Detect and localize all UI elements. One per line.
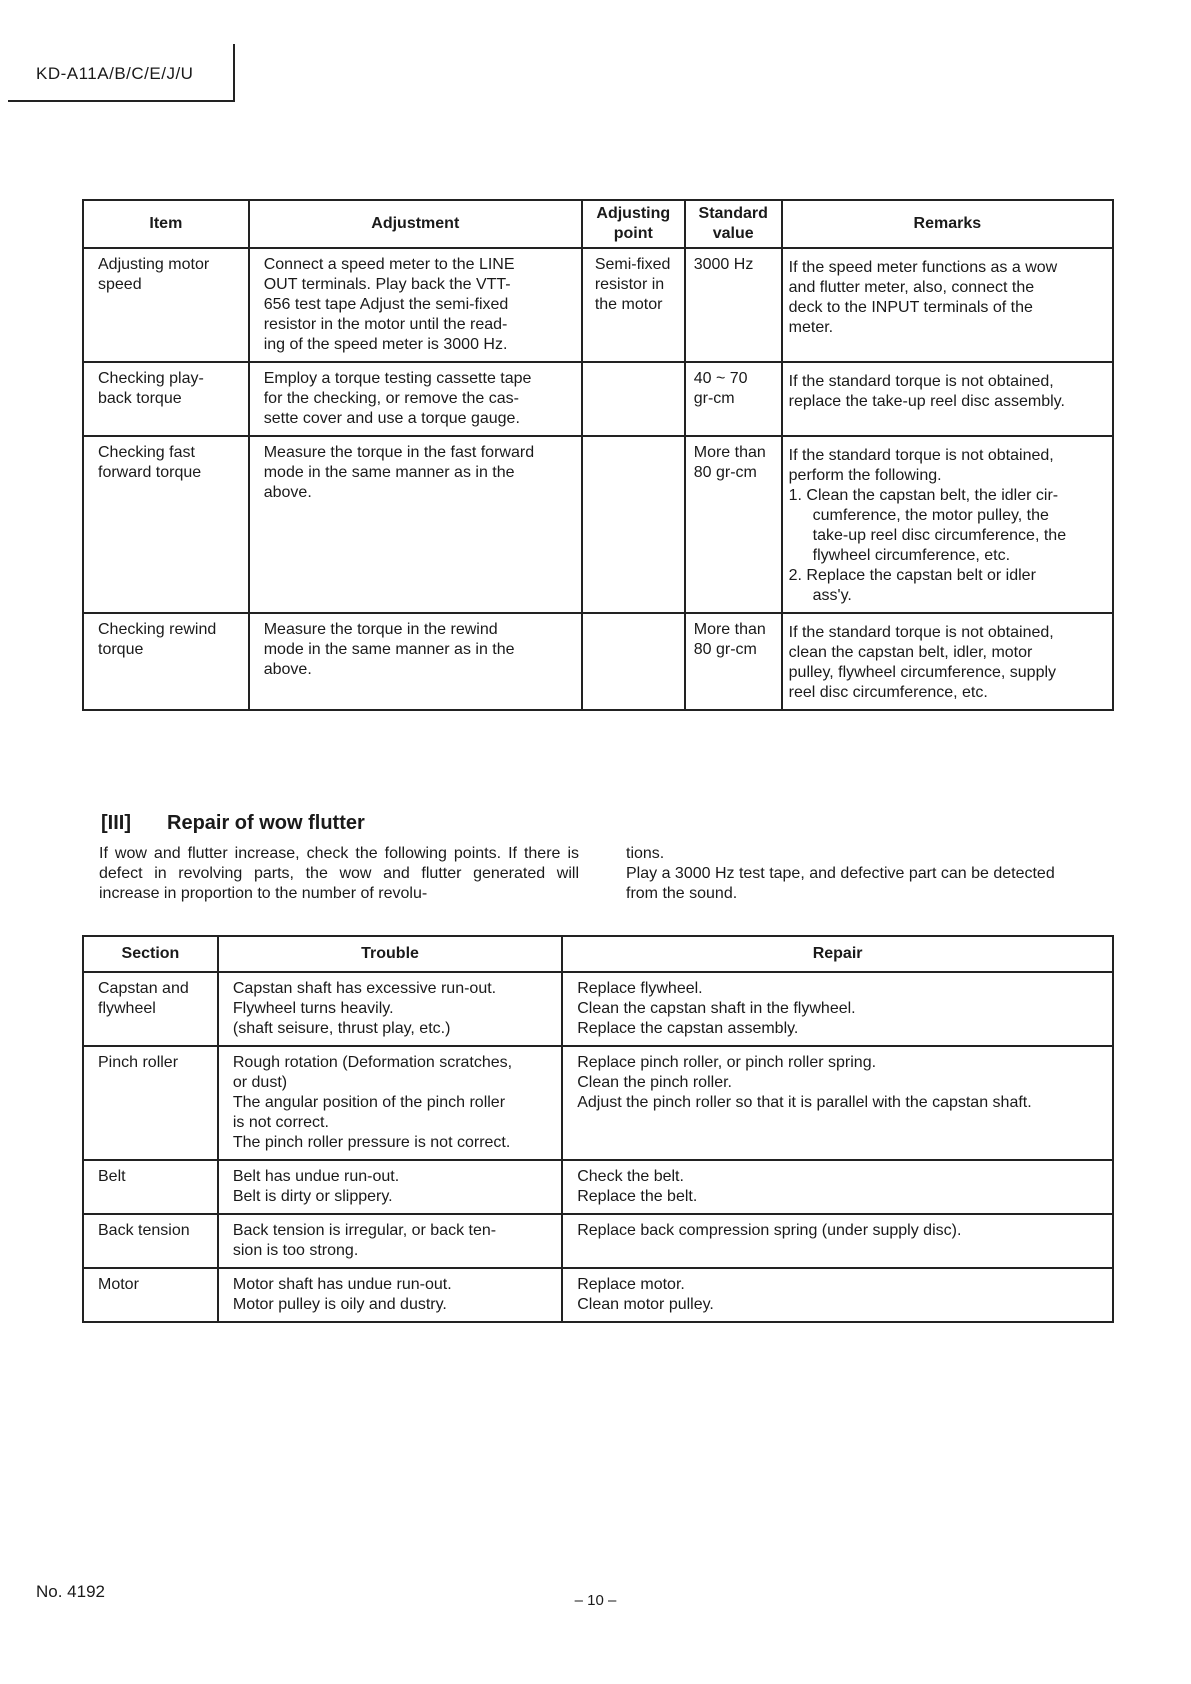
- wow-flutter-table: [82, 935, 1114, 1323]
- header-section: Section: [83, 936, 218, 972]
- row-remarks: If the standard torque is not obtained, replace the take-up reel disc assembly.: [788, 373, 1065, 410]
- row-section: Motor: [98, 1276, 139, 1293]
- header-adjustment: Adjustment: [249, 200, 582, 248]
- row-adjustment: Measure the torque in the fast forward mode in the same manner as in the above.: [263, 444, 535, 501]
- row-section: Belt: [98, 1168, 126, 1185]
- intro-paragraph-left: If wow and flutter increase, check the following points. If there is defect in revolving parts, the wow and flutter generated will increase in proportion to the number of revolu-: [99, 845, 579, 902]
- header-trouble: Trouble: [218, 936, 562, 972]
- row-point: [583, 614, 684, 626]
- row-repair: Replace motor. Clean motor pulley.: [577, 1276, 714, 1313]
- document-number: No. 4192: [36, 1582, 105, 1601]
- row-remarks: If the standard torque is not obtained, clean the capstan belt, idler, motor pulley, flywheel circumference, supply reel disc circumference, etc.: [788, 624, 1057, 701]
- section-number: [III]: [101, 812, 131, 834]
- remarks-list-item: 2. Replace the capstan belt or idler ass'y.: [788, 567, 1036, 604]
- row-remarks: If the speed meter functions as a wow and flutter meter, also, connect the deck to the INPUT terminals of the meter.: [788, 259, 1058, 336]
- table-row: [83, 362, 1113, 436]
- row-item: Checking fast forward torque: [98, 444, 202, 481]
- row-value: 3000 Hz: [693, 256, 754, 273]
- section-heading: [101, 812, 365, 835]
- header-rule-horizontal: [8, 100, 234, 102]
- row-trouble: Belt has undue run-out. Belt is dirty or slippery.: [232, 1168, 400, 1205]
- row-point: Semi-fixed resistor in the motor: [594, 256, 671, 313]
- row-trouble: Rough rotation (Deformation scratches, or dust) The angular position of the pinch roller is not correct. The pinch roller pressure is not correct.: [232, 1054, 513, 1151]
- row-remarks: If the standard torque is not obtained, perform the following.: [788, 447, 1054, 484]
- row-trouble: Capstan shaft has excessive run-out. Flywheel turns heavily. (shaft seisure, thrust play, etc.): [232, 980, 497, 1037]
- header-adjusting-point: Adjusting point: [582, 200, 685, 248]
- table-row: [83, 248, 1113, 362]
- header-repair: Repair: [562, 936, 1113, 972]
- table-row: [83, 1214, 1113, 1268]
- row-trouble: Motor shaft has undue run-out. Motor pulley is oily and dustry.: [232, 1276, 452, 1313]
- row-value: 40 ~ 70 gr-cm: [693, 370, 748, 407]
- header-item: Item: [83, 200, 249, 248]
- table-row: [83, 1160, 1113, 1214]
- row-value: More than 80 gr-cm: [693, 444, 766, 481]
- adjustment-table: [82, 199, 1114, 711]
- row-repair: Replace pinch roller, or pinch roller spring. Clean the pinch roller. Adjust the pinch roller so that it is parallel with the capstan shaft.: [577, 1054, 1032, 1111]
- page-number: – 10 –: [574, 1592, 617, 1609]
- header-rule-vertical: [233, 44, 235, 102]
- row-item: Checking play- back torque: [98, 370, 204, 407]
- table-row: [83, 1268, 1113, 1322]
- wow-table-header: [83, 936, 1113, 972]
- row-value: More than 80 gr-cm: [693, 621, 766, 658]
- section-title: Repair of wow flutter: [167, 812, 365, 834]
- row-item: Checking rewind torque: [98, 621, 217, 658]
- model-code: KD-A11A/B/C/E/J/U: [36, 64, 194, 83]
- row-adjustment: Connect a speed meter to the LINE OUT terminals. Play back the VTT- 656 test tape Adjust the semi-fixed resistor in the motor until the read- ing of the speed meter is 3000 Hz.: [263, 256, 515, 353]
- row-repair: Check the belt. Replace the belt.: [577, 1168, 698, 1205]
- table-row: [83, 1046, 1113, 1160]
- table-row: [83, 613, 1113, 710]
- header-standard-value: Standard value: [685, 200, 782, 248]
- adjustment-table-header: [83, 200, 1113, 248]
- table-row: [83, 436, 1113, 613]
- header-remarks: Remarks: [782, 200, 1113, 248]
- intro-paragraph-right: tions. Play a 3000 Hz test tape, and defective part can be detected from the sound.: [626, 845, 1055, 902]
- row-repair: Replace flywheel. Clean the capstan shaft in the flywheel. Replace the capstan assembly.: [577, 980, 856, 1037]
- row-section: Back tension: [98, 1222, 190, 1239]
- row-point: [583, 437, 684, 449]
- row-item: Adjusting motor speed: [98, 256, 210, 293]
- row-adjustment: Employ a torque testing cassette tape for the checking, or remove the cas- sette cover and use a torque gauge.: [263, 370, 532, 427]
- remarks-list-item: 1. Clean the capstan belt, the idler cir- cumference, the motor pulley, the take-up reel disc circumference, the flywheel circumference, etc.: [788, 487, 1067, 564]
- row-trouble: Back tension is irregular, or back ten- sion is too strong.: [232, 1222, 497, 1259]
- table-row: [83, 972, 1113, 1046]
- row-adjustment: Measure the torque in the rewind mode in the same manner as in the above.: [263, 621, 515, 678]
- row-section: Capstan and flywheel: [98, 980, 189, 1017]
- row-point: [583, 363, 684, 375]
- row-section: Pinch roller: [98, 1054, 179, 1071]
- row-repair: Replace back compression spring (under supply disc).: [577, 1222, 962, 1239]
